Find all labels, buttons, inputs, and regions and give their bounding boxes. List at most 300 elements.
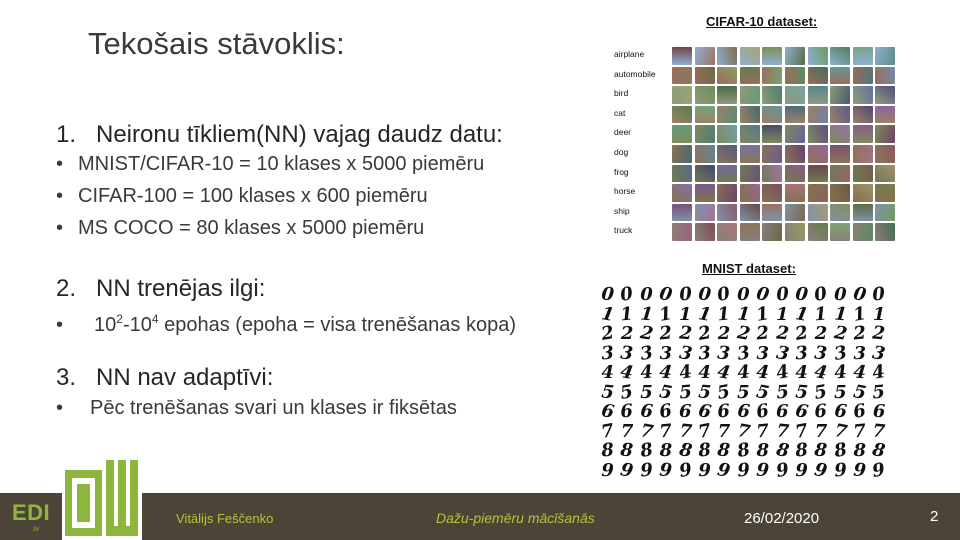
cifar-sample-image — [740, 106, 760, 124]
cifar-sample-image — [830, 165, 850, 183]
cifar-sample-image — [762, 86, 782, 104]
mnist-digit: 7 — [775, 419, 790, 443]
cifar-sample-image — [808, 145, 828, 163]
cifar-class-label: automobile — [614, 68, 656, 79]
cifar-sample-image — [875, 86, 895, 104]
mnist-digit: 0 — [657, 283, 674, 306]
cifar-sample-image — [853, 184, 873, 202]
mnist-digit: 7 — [735, 419, 752, 443]
mnist-digit: 0 — [737, 284, 750, 305]
mnist-row — [598, 324, 890, 344]
mnist-digit: 2 — [599, 322, 616, 345]
cifar-image — [614, 45, 904, 245]
mnist-digit: 0 — [754, 283, 771, 306]
list-item — [52, 148, 484, 180]
mnist-digit: 4 — [795, 362, 808, 383]
mnist-row — [598, 458, 890, 482]
mnist-digit: 4 — [639, 361, 654, 384]
mnist-digit: 9 — [658, 458, 674, 482]
mnist-digit: 2 — [678, 322, 693, 345]
cifar-sample-image — [740, 125, 760, 143]
mnist-digit: 1 — [619, 302, 635, 326]
cifar-sample-image — [695, 165, 715, 183]
mnist-digit: 8 — [756, 440, 770, 461]
mnist-digit: 3 — [794, 341, 809, 365]
mnist-digit: 2 — [755, 322, 770, 345]
cifar-sample-image — [808, 165, 828, 183]
mnist-digit: 1 — [696, 302, 713, 326]
footer-date: 26/02/2020 — [744, 510, 820, 527]
mnist-digit: 9 — [736, 458, 751, 482]
cifar-sample-image — [808, 223, 828, 241]
mnist-digit: 2 — [717, 323, 731, 344]
cifar-sample-image — [672, 47, 692, 65]
mnist-digit: 8 — [735, 439, 752, 462]
mnist-digit: 3 — [697, 341, 712, 365]
cifar-sample-image — [740, 184, 760, 202]
cifar-sample-image — [875, 125, 895, 143]
mnist-digit: 7 — [678, 419, 693, 443]
cifar-sample-image — [672, 223, 692, 241]
mnist-digit: 8 — [853, 440, 867, 461]
mnist-digit: 9 — [601, 459, 614, 481]
cifar-sample-image — [717, 145, 737, 163]
mnist-digit: 1 — [716, 302, 732, 326]
mnist-digit: 6 — [833, 400, 848, 423]
cifar-sample-image — [875, 106, 895, 124]
mnist-digit: 0 — [715, 283, 732, 306]
section-2-heading — [56, 275, 265, 303]
cifar-sample-image — [808, 47, 828, 65]
mnist-digit: 9 — [833, 458, 848, 482]
cifar-sample-image — [762, 184, 782, 202]
cifar-class-label: deer — [614, 127, 632, 138]
list-item — [52, 303, 516, 335]
cifar-sample-image — [762, 165, 782, 183]
mnist-digit: 1 — [851, 302, 868, 326]
bullet-icon: • — [56, 153, 64, 175]
mnist-digit: 3 — [600, 341, 615, 365]
section-title: NN nav adaptīvi: — [96, 364, 274, 391]
cifar-sample-image — [717, 223, 737, 241]
mnist-digit: 6 — [775, 401, 789, 422]
mnist-digit: 5 — [851, 380, 868, 404]
cifar-sample-image — [695, 67, 715, 85]
cifar-sample-image — [672, 125, 692, 143]
mnist-digit: 0 — [678, 283, 693, 306]
section-number: 3. — [56, 364, 77, 391]
cifar-class-label: bird — [614, 88, 629, 99]
mnist-digit: 4 — [619, 361, 636, 384]
mnist-digit: 8 — [677, 439, 694, 462]
cifar-sample-image — [808, 184, 828, 202]
list-item — [52, 212, 484, 244]
edi-logo — [8, 494, 54, 540]
mnist-digit: 9 — [852, 458, 867, 482]
mnist-digit: 6 — [851, 400, 868, 423]
mnist-digit: 2 — [852, 322, 867, 345]
mnist-digit: 5 — [812, 380, 829, 404]
mnist-digit: 7 — [755, 419, 770, 443]
mnist-row — [598, 402, 890, 422]
mnist-digit: 6 — [793, 400, 810, 423]
mnist-digit: 4 — [852, 361, 867, 384]
cifar-sample-image — [853, 47, 873, 65]
mnist-digit: 7 — [852, 419, 867, 443]
cifar-sample-image — [762, 125, 782, 143]
cifar-class-label: horse — [614, 186, 636, 197]
mnist-digit: 7 — [793, 419, 810, 443]
mnist-digit: 6 — [696, 400, 713, 423]
mnist-digit: 7 — [599, 419, 616, 443]
bullet-text: CIFAR-100 = 100 klases x 600 piemēru — [78, 185, 428, 207]
cifar-sample-image — [875, 47, 895, 65]
cifar-class-label: truck — [614, 225, 633, 236]
mnist-digit: 3 — [853, 342, 867, 364]
mnist-digit: 8 — [794, 439, 809, 462]
mnist-digit: 1 — [657, 302, 674, 326]
mnist-row — [598, 285, 890, 305]
cifar-sample-image — [740, 67, 760, 85]
mnist-digit: 3 — [871, 341, 888, 365]
cifar-sample-image — [830, 145, 850, 163]
cifar-sample-image — [830, 125, 850, 143]
mnist-digit: 8 — [716, 439, 732, 462]
mnist-digit: 6 — [872, 401, 886, 422]
mnist-digit: 7 — [832, 419, 849, 443]
list-item — [52, 180, 484, 212]
mnist-digit: 5 — [775, 380, 790, 404]
mnist-digit: 5 — [715, 380, 732, 404]
cifar-sample-image — [785, 204, 805, 222]
mnist-digit: 3 — [832, 341, 849, 365]
mnist-digit: 2 — [735, 322, 752, 345]
mnist-digit: 6 — [619, 400, 635, 423]
cifar-class-label: ship — [614, 205, 630, 216]
cifar-sample-image — [853, 106, 873, 124]
mnist-digit: 3 — [774, 341, 791, 365]
section-title: NN trenējas ilgi: — [96, 275, 266, 302]
cifar-sample-image — [695, 125, 715, 143]
cifar-sample-image — [853, 125, 873, 143]
footer-bar — [0, 493, 960, 540]
mnist-digit: 4 — [871, 361, 888, 384]
mnist-digit: 0 — [812, 283, 829, 306]
cifar-sample-image — [875, 223, 895, 241]
cifar-sample-image — [785, 106, 805, 124]
cifar-sample-image — [808, 106, 828, 124]
cifar-sample-image — [785, 145, 805, 163]
cifar-sample-image — [717, 86, 737, 104]
mnist-digit: 5 — [678, 380, 693, 404]
mnist-row — [598, 380, 890, 404]
mnist-digit: 3 — [638, 341, 655, 365]
cifar-sample-image — [672, 106, 692, 124]
cifar-sample-image — [695, 106, 715, 124]
bullet-text: $10^2-10^4$ epohas (epoha = visa trenēšanas kopa) — [94, 312, 516, 336]
mnist-digit: 4 — [658, 361, 674, 384]
mnist-digit: 5 — [600, 380, 615, 404]
cifar-sample-image — [672, 165, 692, 183]
mnist-digit: 6 — [813, 400, 829, 423]
cifar-sample-image — [762, 67, 782, 85]
mnist-digit: 0 — [775, 283, 790, 306]
cifar-sample-image — [875, 145, 895, 163]
edi-logo-mark-icon — [62, 456, 142, 540]
mnist-digit: 1 — [872, 303, 886, 325]
mnist-digit: 3 — [677, 341, 694, 365]
mnist-digit: 9 — [677, 458, 694, 482]
mnist-digit: 8 — [871, 439, 888, 462]
mnist-digit: 7 — [696, 419, 713, 443]
mnist-digit: 9 — [619, 458, 636, 482]
cifar-sample-image — [830, 47, 850, 65]
mnist-digit: 4 — [813, 361, 830, 384]
cifar-sample-image — [672, 204, 692, 222]
mnist-digit: 1 — [754, 302, 771, 326]
mnist-digit: 7 — [814, 420, 828, 442]
mnist-digit: 3 — [716, 341, 732, 365]
cifar-sample-image — [740, 86, 760, 104]
bullet-icon: • — [56, 397, 64, 419]
mnist-row — [598, 441, 890, 461]
bullet-text: MS COCO = 80 klases x 5000 piemēru — [78, 217, 425, 239]
section-number: 1. — [56, 121, 77, 148]
mnist-digit: 2 — [620, 323, 634, 344]
mnist-digit: 1 — [775, 303, 789, 325]
mnist-digit: 7 — [872, 419, 887, 443]
mnist-digit: 6 — [736, 400, 751, 423]
mnist-digit: 8 — [832, 439, 849, 462]
section-3-bullets — [52, 392, 457, 424]
edi-logo-text: EDI — [12, 500, 51, 525]
mnist-digit: 8 — [774, 439, 791, 462]
cifar-sample-image — [785, 86, 805, 104]
cifar-sample-image — [830, 204, 850, 222]
mnist-digit: 8 — [813, 439, 829, 462]
cifar-sample-image — [830, 67, 850, 85]
mnist-digit: 7 — [620, 420, 634, 442]
mnist-digit: 9 — [774, 458, 791, 482]
mnist-digit: 1 — [639, 302, 654, 326]
mnist-digit: 4 — [774, 361, 791, 384]
cifar-sample-image — [717, 106, 737, 124]
mnist-digit: 0 — [834, 284, 847, 305]
cifar-sample-image — [672, 145, 692, 163]
mnist-label: MNIST dataset: — [702, 261, 796, 276]
cifar-sample-image — [808, 86, 828, 104]
mnist-digit: 4 — [698, 362, 711, 383]
bullet-text: MNIST/CIFAR-10 = 10 klases x 5000 piemēru — [78, 153, 485, 175]
cifar-sample-image — [808, 67, 828, 85]
cifar-sample-image — [695, 86, 715, 104]
cifar-sample-image — [740, 145, 760, 163]
mnist-digit: 1 — [599, 302, 616, 326]
cifar-sample-image — [717, 125, 737, 143]
mnist-digit: 6 — [678, 401, 692, 422]
cifar-sample-image — [875, 184, 895, 202]
section-3-heading — [56, 364, 273, 392]
bullet-icon: • — [56, 185, 64, 207]
cifar-sample-image — [717, 165, 737, 183]
edi-logo-subtext: .lv — [32, 526, 39, 533]
mnist-row — [598, 341, 890, 365]
mnist-digit: 8 — [619, 439, 635, 462]
mnist-digit: 6 — [599, 400, 616, 423]
cifar-sample-image — [672, 67, 692, 85]
mnist-digit: 2 — [814, 323, 828, 344]
cifar-sample-image — [808, 204, 828, 222]
mnist-image — [598, 285, 890, 480]
mnist-digit: 5 — [619, 380, 636, 404]
cifar-sample-image — [695, 184, 715, 202]
cifar-class-label: frog — [614, 166, 629, 177]
mnist-digit: 0 — [794, 283, 809, 306]
mnist-digit: 2 — [832, 322, 849, 345]
mnist-digit: 5 — [754, 380, 771, 404]
mnist-digit: 3 — [619, 341, 635, 365]
cifar-sample-image — [830, 86, 850, 104]
mnist-digit: 4 — [736, 361, 751, 384]
mnist-digit: 1 — [833, 302, 848, 326]
mnist-digit: 3 — [756, 342, 770, 364]
page-number: 2 — [930, 508, 939, 525]
cifar-sample-image — [762, 47, 782, 65]
cifar-sample-image — [785, 125, 805, 143]
cifar-sample-image — [853, 165, 873, 183]
cifar-sample-image — [785, 184, 805, 202]
footer-topic: Dažu-piemēru mācīšanās — [436, 510, 595, 526]
bullet-icon: • — [56, 217, 64, 239]
mnist-digit: 5 — [871, 380, 887, 404]
mnist-digit: 0 — [600, 283, 615, 306]
mnist-digit: 5 — [834, 381, 847, 403]
mnist-digit: 9 — [698, 459, 711, 481]
mnist-digit: 4 — [755, 361, 770, 384]
cifar-sample-image — [740, 47, 760, 65]
cifar-label: CIFAR-10 dataset: — [706, 14, 818, 29]
mnist-digit: 1 — [736, 302, 751, 326]
cifar-sample-image — [672, 86, 692, 104]
cifar-sample-image — [695, 223, 715, 241]
cifar-sample-image — [830, 223, 850, 241]
footer-author: Vitālijs Feščenko — [176, 511, 274, 526]
mnist-digit: 1 — [793, 302, 810, 326]
mnist-digit: 8 — [659, 440, 673, 461]
cifar-sample-image — [695, 145, 715, 163]
cifar-sample-image — [808, 125, 828, 143]
cifar-sample-image — [785, 223, 805, 241]
cifar-class-label: airplane — [614, 49, 645, 59]
cifar-sample-image — [717, 67, 737, 85]
mnist-digit: 9 — [795, 459, 808, 481]
mnist-digit: 2 — [793, 322, 810, 345]
mnist-digit: 9 — [871, 458, 888, 482]
mnist-digit: 7 — [717, 420, 731, 442]
cifar-class-label: cat — [614, 107, 626, 118]
mnist-digit: 1 — [678, 303, 692, 325]
mnist-digit: 6 — [639, 400, 654, 423]
cifar-sample-image — [672, 184, 692, 202]
cifar-sample-image — [717, 204, 737, 222]
mnist-digit: 6 — [754, 400, 771, 423]
mnist-digit: 9 — [813, 458, 830, 482]
section-1-bullets — [52, 148, 484, 244]
cifar-sample-image — [762, 145, 782, 163]
cifar-sample-image — [785, 67, 805, 85]
mnist-digit: 9 — [639, 458, 654, 482]
section-number: 2. — [56, 275, 77, 302]
list-item — [52, 392, 457, 424]
bullet-text: Pēc trenēšanas svari un klases ir fiksētas — [90, 397, 457, 419]
mnist-digit: 0 — [697, 283, 712, 306]
section-2-bullets — [52, 303, 516, 335]
mnist-digit: 0 — [851, 283, 868, 306]
cifar-sample-image — [785, 165, 805, 183]
mnist-digit: 9 — [716, 458, 733, 482]
cifar-sample-image — [717, 47, 737, 65]
mnist-digit: 0 — [871, 283, 887, 306]
mnist-digit: 9 — [755, 458, 770, 482]
mnist-digit: 6 — [716, 400, 732, 423]
mnist-digit: 2 — [638, 322, 655, 345]
section-1-heading — [56, 121, 503, 149]
section-title: Neironu tīkliem(NN) vajag daudz datu: — [96, 121, 503, 148]
mnist-digit: 3 — [735, 341, 752, 365]
mnist-digit: 1 — [813, 302, 829, 326]
mnist-digit: 6 — [657, 400, 674, 423]
mnist-digit: 2 — [696, 322, 713, 345]
mnist-digit: 5 — [657, 380, 674, 404]
mnist-digit: 7 — [638, 419, 655, 443]
cifar-sample-image — [740, 204, 760, 222]
mnist-digit: 0 — [619, 283, 636, 306]
mnist-digit: 7 — [658, 419, 673, 443]
mnist-row — [598, 363, 890, 383]
cifar-sample-image — [853, 145, 873, 163]
mnist-digit: 4 — [601, 362, 614, 383]
bullet-icon: • — [56, 314, 64, 336]
mnist-digit: 2 — [658, 322, 673, 345]
mnist-digit: 4 — [677, 361, 694, 384]
mnist-digit: 4 — [833, 361, 848, 384]
cifar-class-label: dog — [614, 146, 629, 157]
cifar-sample-image — [875, 67, 895, 85]
cifar-sample-image — [785, 47, 805, 65]
cifar-sample-image — [762, 204, 782, 222]
mnist-digit: 2 — [775, 322, 790, 345]
cifar-sample-image — [853, 86, 873, 104]
mnist-digit: 5 — [737, 381, 750, 403]
mnist-digit: 2 — [872, 322, 887, 345]
mnist-digit: 8 — [600, 439, 615, 462]
mnist-digit: 4 — [716, 361, 733, 384]
cifar-sample-grid — [672, 47, 900, 241]
mnist-digit: 5 — [697, 380, 712, 404]
mnist-digit: 3 — [813, 341, 829, 365]
cifar-sample-image — [853, 223, 873, 241]
page-title: Tekošais stāvoklis: — [88, 26, 345, 61]
mnist-digit: 8 — [638, 439, 655, 462]
mnist-row — [598, 419, 890, 443]
cifar-sample-image — [830, 184, 850, 202]
cifar-sample-image — [875, 165, 895, 183]
mnist-digit: 5 — [794, 380, 809, 404]
cifar-sample-image — [740, 165, 760, 183]
cifar-class-labels — [614, 45, 670, 241]
cifar-sample-image — [695, 47, 715, 65]
mnist-digit: 8 — [697, 439, 712, 462]
